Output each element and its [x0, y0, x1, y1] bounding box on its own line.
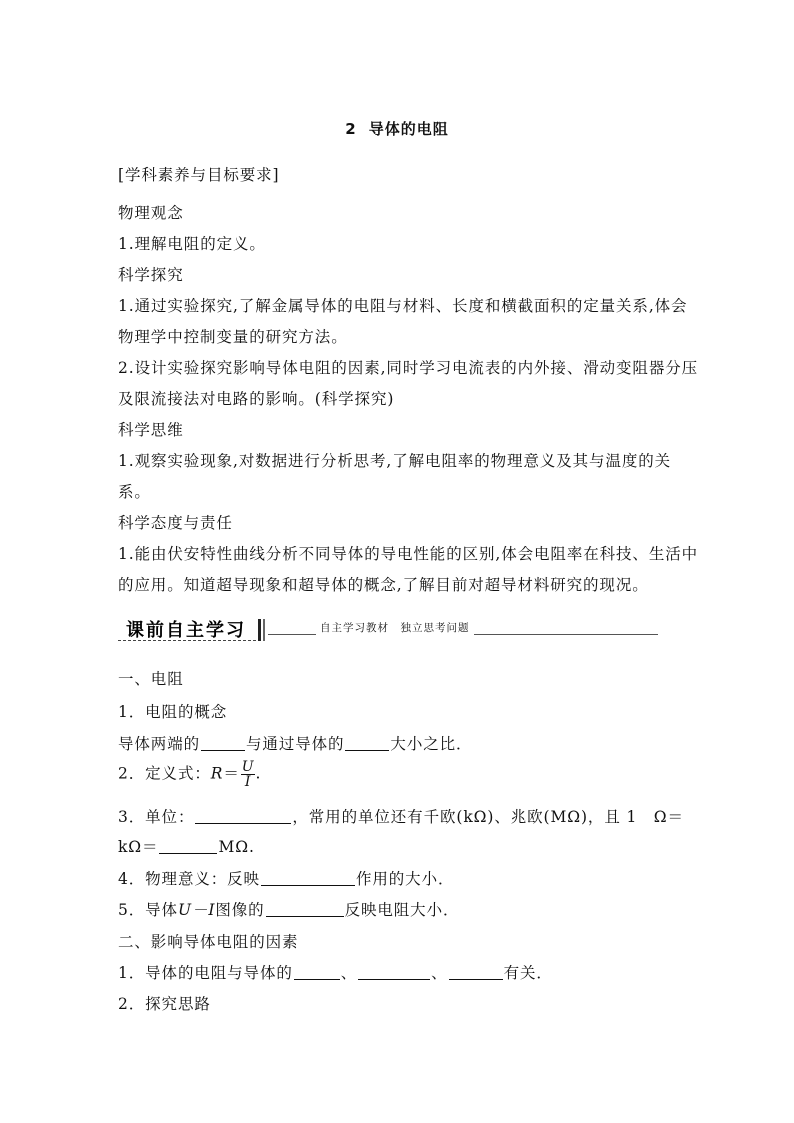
- lesson-number: 2: [345, 120, 357, 138]
- objective-line: 1.观察实验现象,对数据进行分析思考,了解电阻率的物理意义及其与温度的关: [118, 452, 672, 470]
- formula-fraction: $\frac{U}{I}$: [241, 759, 255, 790]
- lesson-title: [0, 118, 794, 139]
- section-heading: 科学探究: [118, 266, 184, 284]
- objective-line: 物理学中控制变量的研究方法。: [118, 328, 348, 346]
- fill-blank[interactable]: [358, 965, 430, 980]
- fill-blank[interactable]: [159, 839, 217, 854]
- fill-blank[interactable]: [201, 736, 245, 751]
- fill-blank[interactable]: [261, 871, 355, 886]
- study-item: 1．电阻的概念: [118, 703, 228, 721]
- fill-blank[interactable]: [345, 736, 389, 751]
- study-item: kΩ＝ MΩ.: [118, 838, 255, 856]
- fill-blank[interactable]: [294, 965, 340, 980]
- study-heading: 一、电阻: [118, 670, 184, 688]
- objectives-header: [学科素养与目标要求]: [118, 166, 280, 184]
- study-item: 导体两端的 与通过导体的 大小之比．: [118, 735, 473, 753]
- fill-blank[interactable]: [266, 902, 344, 917]
- formula-equals: ＝: [223, 764, 240, 783]
- banner-bar: [258, 619, 261, 641]
- study-item: 1．导体的电阻与导体的 、 、 有关．: [118, 964, 553, 982]
- study-item: 3．单位： ，常用的单位还有千欧(kΩ)、兆欧(MΩ)，且 1 Ω＝: [118, 808, 684, 826]
- fill-blank[interactable]: [449, 965, 503, 980]
- objective-line: 2.设计实验探究影响导体电阻的因素,同时学习电流表的内外接、滑动变阻器分压: [118, 359, 699, 377]
- section-banner: [118, 616, 658, 644]
- section-heading: 科学态度与责任: [118, 514, 233, 532]
- study-item: 2．定义式：R＝ $\frac{U}{I}$ .: [118, 759, 262, 790]
- banner-title: 课前自主学习: [126, 620, 246, 641]
- objective-line: 1.能由伏安特性曲线分析不同导体的导电性能的区别,体会电阻率在科技、生活中: [118, 545, 699, 563]
- study-item: 4．物理意义：反映 作用的大小．: [118, 870, 455, 888]
- objective-line: 1.理解电阻的定义。: [118, 235, 266, 253]
- objective-line: 及限流接法对电路的影响。(科学探究): [118, 390, 395, 408]
- study-item: 2．探究思路: [118, 995, 211, 1013]
- study-heading: 二、影响导体电阻的因素: [118, 933, 299, 951]
- section-heading: 物理观念: [118, 204, 184, 222]
- banner-dashed-underline: [118, 640, 256, 641]
- fill-blank[interactable]: [195, 809, 291, 824]
- lesson-title-text: 导体的电阻: [368, 120, 449, 138]
- banner-subtitle: 自主学习教材 独立思考问题: [316, 620, 474, 635]
- formula-r: R: [210, 764, 224, 783]
- objective-line: 系。: [118, 483, 151, 501]
- objective-line: 1.通过实验探究,了解金属导体的电阻与材料、长度和横截面积的定量关系,体会: [118, 297, 688, 315]
- section-heading: 科学思维: [118, 421, 184, 439]
- banner-bar: [263, 619, 265, 641]
- objective-line: 的应用。知道超导现象和超导体的概念,了解目前对超导材料研究的现况。: [118, 576, 649, 594]
- study-item: 5．导体U－I图像的 反映电阻大小．: [118, 901, 460, 919]
